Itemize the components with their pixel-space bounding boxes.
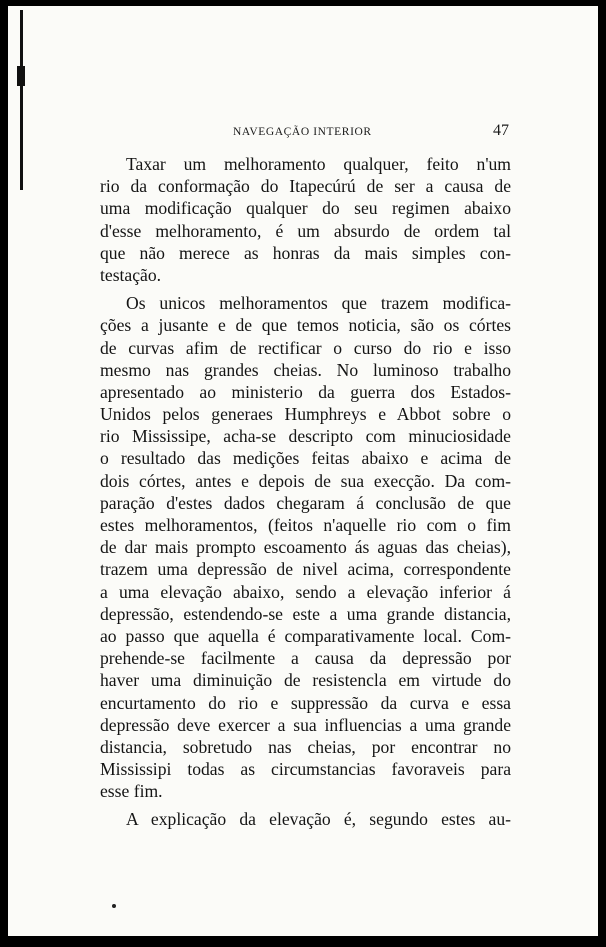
- text-line: o resultado das medições feitas abaixo e acima de: [100, 448, 511, 469]
- text-line: distancia, sobretudo nas cheias, por encontrar no: [100, 736, 511, 757]
- text-line: depressão deve exercer a sua influencias a uma grande: [100, 714, 511, 735]
- text-line: de curvas afim de rectificar o curso do rio e isso: [100, 337, 511, 358]
- text-line: depressão, estendendo-se este a uma grande distancia,: [100, 603, 511, 624]
- text-line: A explicação da elevação é, segundo estes au-: [126, 809, 511, 830]
- text-line: Os unicos melhoramentos que trazem modifica-: [126, 293, 511, 314]
- body-text: [100, 153, 511, 831]
- text-line: encurtamento do rio e suppressão da curva e essa: [100, 692, 511, 713]
- text-line: Unidos pelos generaes Humphreys e Abbot sobre o: [100, 404, 511, 425]
- text-line: ao passo que aquella é comparativamente local. Com-: [100, 625, 511, 646]
- binding-edge-shadow: [20, 10, 23, 190]
- binding-edge-mark: [17, 66, 25, 86]
- text-line: apresentado ao ministerio da guerra dos Estados-: [100, 381, 511, 402]
- text-line: a uma elevação abaixo, sendo a elevação inferior á: [100, 581, 511, 602]
- book-page: [8, 6, 598, 936]
- page-number: 47: [493, 122, 509, 139]
- text-line: d'esse melhoramento, é um absurdo de ordem tal: [100, 220, 511, 241]
- text-line: mesmo nas grandes cheias. No luminoso trabalho: [100, 359, 511, 380]
- text-line: testação.: [100, 264, 162, 285]
- text-line: esse fim.: [100, 781, 163, 802]
- text-line: estes melhoramentos, (feitos n'aquelle rio com o fim: [100, 515, 511, 535]
- text-line: Mississipi todas as circumstancias favoraveis para: [100, 759, 511, 780]
- text-line: haver uma diminuição de resistencla em virtude do: [100, 670, 511, 691]
- text-line: uma modificação qualquer do seu regimen abaixo: [100, 198, 511, 219]
- ink-speck: [112, 904, 116, 908]
- text-line: trazem uma depressão de nivel acima, correspondente: [100, 559, 511, 580]
- text-line: de dar mais prompto escoamento ás aguas das cheias),: [100, 537, 511, 558]
- text-line: ções a jusante e de que temos noticia, são os córtes: [100, 315, 511, 336]
- text-line: que não merece as honras da mais simples con-: [100, 242, 511, 263]
- text-line: prehende-se facilmente a causa da depressão por: [100, 648, 511, 669]
- text-line: rio Mississipe, acha-se descripto com minuciosidade: [100, 426, 511, 447]
- text-line: dois córtes, antes e depois de sua execção. Da com-: [100, 470, 511, 491]
- text-line: paração d'estes dados chegaram á conclusão de que: [100, 492, 511, 513]
- page-header: [99, 120, 509, 140]
- text-line: Taxar um melhoramento qualquer, feito n'um: [126, 154, 511, 174]
- text-line: rio da conformação do Itapecúrú de ser a causa de: [100, 176, 511, 197]
- running-title: NAVEGAÇÃO INTERIOR: [233, 126, 372, 138]
